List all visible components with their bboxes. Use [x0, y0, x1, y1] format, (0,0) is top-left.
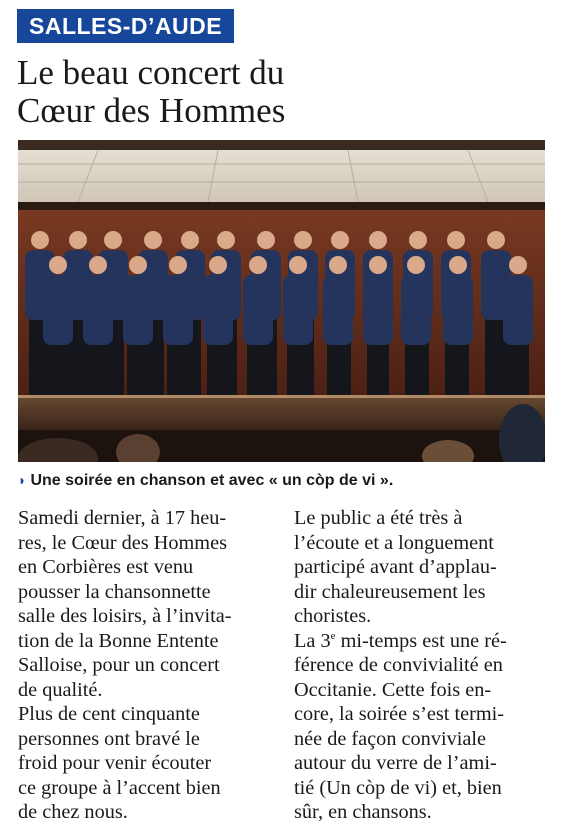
- text-line: dir chaleureusement les: [294, 580, 486, 603]
- text-line: core, la soirée s’est termi-: [294, 703, 505, 725]
- choir-singer: [503, 256, 533, 395]
- choir-singer: [443, 256, 473, 395]
- article-column-right: [294, 506, 549, 825]
- choir-singer: [43, 256, 73, 395]
- caption-arrow-icon: ◗: [18, 472, 27, 488]
- choir-singer: [283, 256, 313, 395]
- choir-singer: [323, 256, 353, 395]
- text-line: tié (Un còp de vi) et, bien: [294, 776, 502, 799]
- text-line: née de façon conviviale: [294, 727, 487, 750]
- text-line: choristes.: [294, 605, 372, 627]
- text-line: [294, 629, 549, 654]
- text-line: Plus de cent cinquante: [18, 703, 200, 725]
- section-kicker: SALLES-D’AUDE: [17, 9, 234, 43]
- text-line: Occitanie. Cette fois en-: [294, 678, 492, 701]
- text-line: tion de la Bonne Entente: [18, 629, 219, 652]
- text-line: autour du verre de l’ami-: [294, 752, 497, 774]
- text-line: participé avant d’applau-: [294, 556, 497, 578]
- text-line: férence de convivialité en: [294, 654, 503, 676]
- text-line: ce groupe à l’accent bien: [18, 776, 221, 799]
- text-line: personnes ont bravé le: [18, 727, 200, 750]
- article-column-left: [18, 506, 273, 825]
- choir-singer: [203, 256, 233, 395]
- choir-singer: [243, 256, 273, 395]
- photo-caption: [18, 469, 545, 492]
- text-line: en Corbières est venu: [18, 556, 194, 578]
- text-line: salle des loisirs, à l’invita-: [18, 605, 232, 627]
- ordinal-superscript: e: [330, 629, 336, 642]
- text-line: Samedi dernier, à 17 heu-: [18, 507, 227, 529]
- article-headline: [17, 54, 537, 130]
- text-line: de chez nous.: [18, 801, 128, 823]
- text-line: Salloise, pour un concert: [18, 654, 220, 676]
- choir-photo-illustration: [18, 140, 545, 462]
- choir-singer: [163, 256, 193, 395]
- choir-singer: [123, 256, 153, 395]
- text-line: Le public a été très à: [294, 507, 463, 529]
- text-line: sûr, en chansons.: [294, 801, 432, 823]
- choir-singer: [363, 256, 393, 395]
- text-fragment: mi-temps est une ré-: [335, 629, 507, 652]
- text-line: froid pour venir écouter: [18, 752, 212, 774]
- choir-singer: [401, 256, 431, 395]
- text-line: res, le Cœur des Hommes: [18, 531, 227, 554]
- caption-text: Une soirée en chanson et avec « un còp de vi ».: [30, 472, 394, 489]
- choir-singer: [83, 256, 113, 395]
- headline-line-1: Le beau concert du: [17, 53, 285, 92]
- text-line: l’écoute et a longuement: [294, 531, 494, 554]
- text-line: de qualité.: [18, 678, 103, 701]
- headline-line-2: Cœur des Hommes: [17, 91, 286, 130]
- text-line: pousser la chansonnette: [18, 580, 211, 603]
- text-fragment: La 3: [294, 629, 331, 652]
- article-photo: [18, 140, 545, 462]
